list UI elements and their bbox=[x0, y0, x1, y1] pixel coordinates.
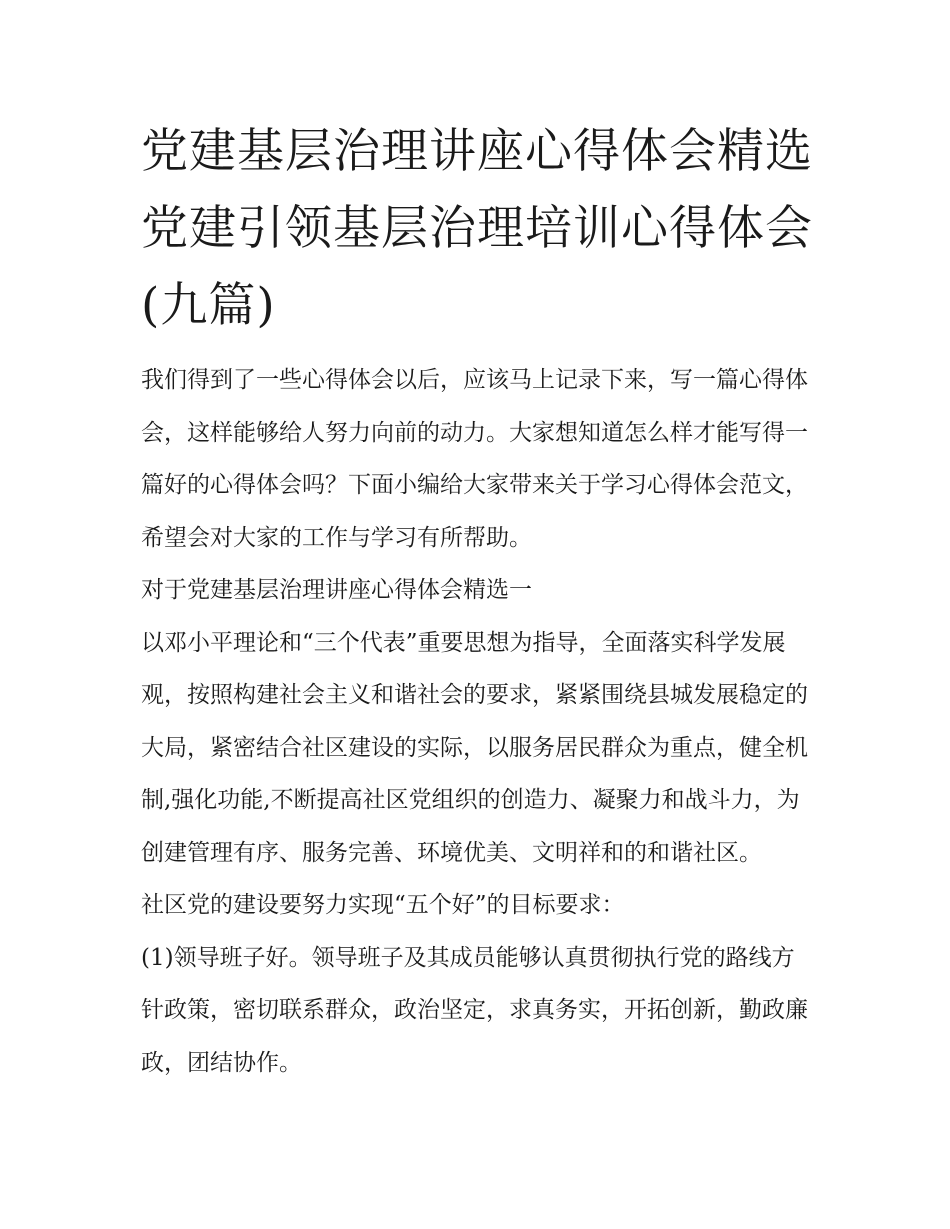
document-content bbox=[141, 113, 813, 1089]
goal-item-paragraph: (1)领导班子好。领导班子及其成员能够认真贯彻执行党的路线方针政策，密切联系群众，政治坚定，求真务实，开拓创新，勤政廉政，团结协作。 bbox=[141, 944, 808, 1076]
body-paragraph: 以邓小平理论和“三个代表”重要思想为指导，全面落实科学发展观，按照构建社会主义和谐社会的要求，紧紧围绕县城发展稳定的大局，紧密结合社区建设的实际，以服务居民群众为重点，健全机制,强化功能,不断提高社区党组织的创造力、凝聚力和战斗力，为创建管理有序、服务完善、环境优美、文明祥和的和谐社区。 bbox=[141, 629, 808, 866]
intro-paragraph: 我们得到了一些心得体会以后，应该马上记录下来，写一篇心得体会，这样能够给人努力向前的动力。大家想知道怎么样才能写得一篇好的心得体会吗？下面小编给大家带来关于学习心得体会范文，希望会对大家的工作与学习有所帮助。 bbox=[141, 367, 808, 551]
document-title: 党建基层治理讲座心得体会精选 党建引领基层治理培训心得体会(九篇) bbox=[141, 124, 813, 333]
section-heading: 对于党建基层治理讲座心得体会精选一 bbox=[141, 577, 532, 603]
goals-intro-paragraph: 社区党的建设要努力实现“五个好”的目标要求： bbox=[141, 892, 625, 918]
